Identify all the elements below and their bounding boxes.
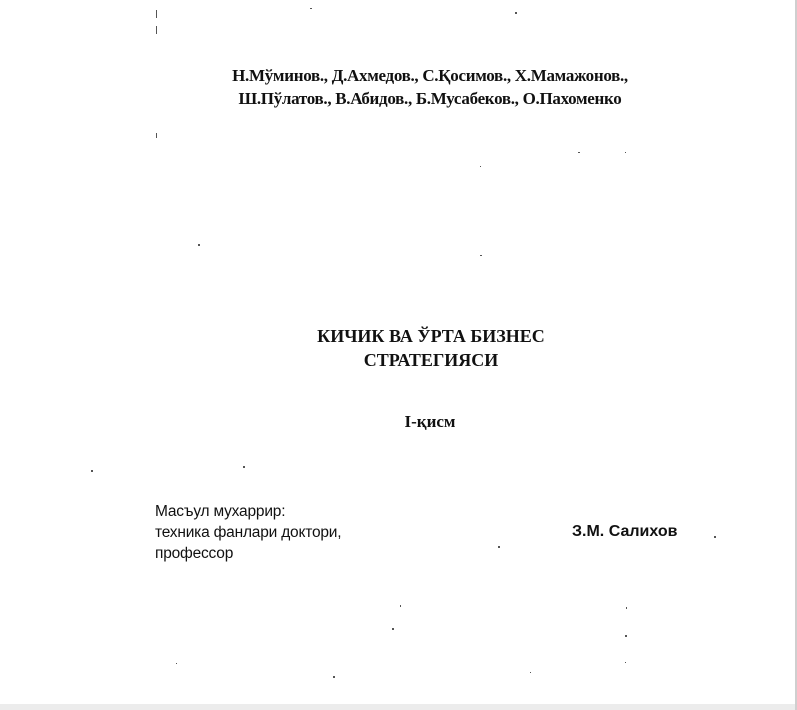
- scan-speck: [156, 10, 157, 18]
- scan-speck: [156, 26, 157, 34]
- authors-block: [0, 64, 797, 110]
- document-title: [0, 324, 797, 372]
- editor-role-line-3: профессор: [155, 545, 234, 562]
- editor-role-line-2: техника фанлари доктори,: [155, 524, 342, 541]
- scan-speck: [333, 676, 335, 678]
- scan-speck: [198, 244, 200, 246]
- page-bottom-edge: [0, 704, 795, 710]
- scan-speck: [498, 546, 500, 548]
- scan-speck: [530, 672, 531, 673]
- scan-speck: [243, 466, 245, 468]
- title-line-2: СТРАТЕГИЯСИ: [363, 350, 499, 370]
- scan-speck: [176, 663, 177, 664]
- scan-speck: [91, 470, 93, 472]
- scan-speck: [626, 607, 627, 609]
- scan-speck: [156, 133, 157, 138]
- scan-speck: [480, 166, 481, 167]
- scan-speck: [515, 12, 517, 14]
- responsible-editor-block: [155, 501, 341, 564]
- scan-speck: [480, 255, 482, 256]
- scan-speck: [400, 605, 401, 607]
- scan-speck: [392, 628, 394, 630]
- scan-speck: [714, 536, 716, 538]
- scan-speck: [625, 635, 627, 637]
- scan-speck: [310, 8, 312, 9]
- scan-speck: [625, 662, 626, 663]
- scan-speck: [578, 152, 580, 153]
- scan-speck: [625, 152, 626, 153]
- title-line-1: КИЧИК ВА ЎРТА БИЗНЕС: [317, 326, 545, 346]
- editor-role-line-1: Масъул мухаррир:: [155, 503, 286, 520]
- part-label: I-қисм: [404, 412, 456, 431]
- authors-line-1: Н.Мўминов., Д.Ахмедов., С.Қосимов., Х.Мамажонов.,: [232, 66, 628, 85]
- authors-line-2: Ш.Пўлатов., В.Абидов., Б.Мусабеков., О.Пахоменко: [238, 89, 622, 108]
- editor-name: З.М. Салихов: [572, 523, 678, 540]
